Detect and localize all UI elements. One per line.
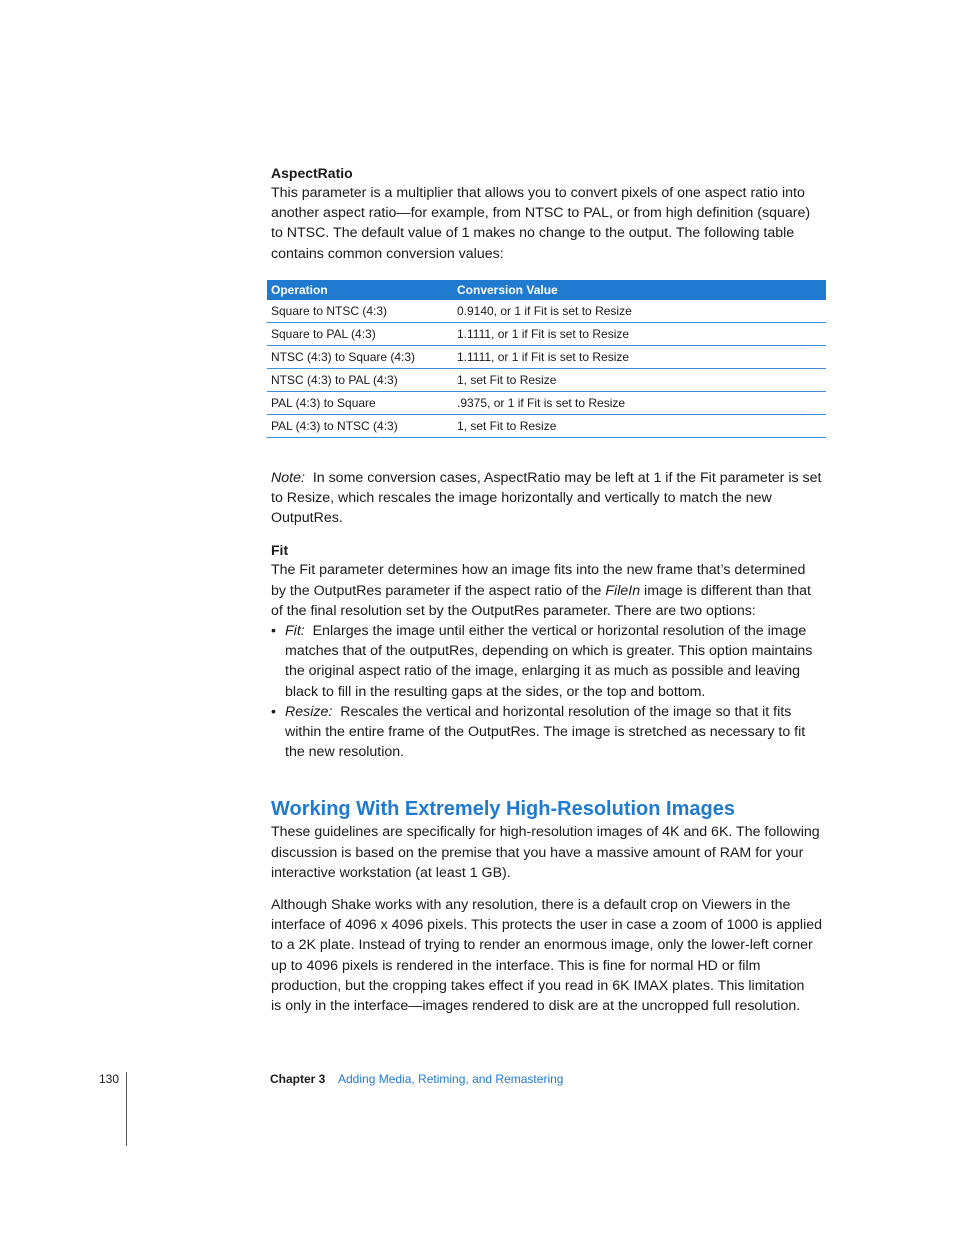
text-line: This parameter is a multiplier that allows you to convert pixels of one aspect ratio into [271,185,805,201]
table-cell: .9375, or 1 if Fit is set to Resize [453,391,826,414]
text-line: by the OutputRes parameter if the aspect ratio of the [271,582,606,599]
footer-divider [126,1072,127,1146]
table-row [267,414,826,437]
filein-term: FileIn [605,582,641,599]
text-line: The Fit parameter determines how an image fits into the new frame that’s determined [271,562,806,579]
text-line: matches that of the outputRes, depending on which is greater. This option maintains [285,643,813,660]
text-line: up to 4096 pixels is rendered in the interface. This is fine for normal HD or film [271,957,761,974]
table-cell: 1.1111, or 1 if Fit is set to Resize [453,345,826,368]
text-line: to NTSC. The default value of 1 makes no change to the output. The following table [271,225,795,242]
bullet: • [271,623,276,640]
footer-chapter-title: Adding Media, Retiming, and Remastering [338,1072,564,1086]
text-line: Enlarges the image until either the vertical or horizontal resolution of the image [312,623,807,640]
table-row [267,322,826,345]
option-term: Resize: [285,703,333,720]
table-header-row [267,280,826,300]
list-item [271,702,827,763]
text-line: is only in the interface—images rendered to disk are at the uncropped full resolution. [271,998,801,1015]
text-line: discussion is based on the premise that you have a massive amount of RAM for your [271,844,804,861]
text-line: interactive workstation (at least 1 GB). [271,864,511,881]
table-cell: 0.9140, or 1 if Fit is set to Resize [453,300,826,323]
high-res-paragraph-1 [271,822,827,883]
text-line: Rescales the vertical and horizontal resolution of the image so that it fits [340,703,792,720]
table-cell: 1, set Fit to Resize [453,368,826,391]
text-line: the original aspect ratio of the image, enlarging it as much as possible and leaving [285,663,800,680]
text-line: to Resize, which rescales the image horizontally and vertically to match the new [271,490,772,507]
text-line: of the final resolution set by the OutputRes parameter. There are two options: [271,602,756,619]
text-line: interface of 4096 x 4096 pixels. This protects the user in case a zoom of 1000 is applied [271,917,823,934]
column-header-operation: Operation [267,280,453,300]
fit-heading: Fit [271,542,289,559]
text-line: production, but the cropping takes effect if you read in 6K IMAX plates. This limitation [271,977,805,994]
section-title: Working With Extremely High-Resolution Images [271,798,735,821]
table-row [267,368,826,391]
note-label: Note: [271,469,305,486]
fit-options-list [271,621,827,762]
aspect-ratio-heading: AspectRatio [271,165,353,181]
text-line: the new resolution. [285,744,405,761]
bullet: • [271,703,276,720]
table-cell: Square to NTSC (4:3) [267,300,453,323]
table-cell: PAL (4:3) to NTSC (4:3) [267,414,453,437]
text-line: image is different than that [640,582,811,599]
high-res-paragraph-2 [271,895,827,1016]
table-cell: NTSC (4:3) to PAL (4:3) [267,368,453,391]
page-content [271,163,827,1016]
column-header-conversion-value: Conversion Value [453,280,826,300]
page-number: 130 [99,1072,120,1086]
table-row [267,300,826,323]
text-line: contains common conversion values: [271,245,504,262]
text-line: black to fill in the resulting gaps at the sides, or the top and bottom. [285,683,706,700]
table-cell: 1.1111, or 1 if Fit is set to Resize [453,322,826,345]
text-line: In some conversion cases, AspectRatio may be left at 1 if the Fit parameter is set [312,469,822,486]
table-cell: PAL (4:3) to Square [267,391,453,414]
footer-chapter-label: Chapter 3 [270,1072,326,1086]
text-line: to a 2K plate. Instead of trying to render an enormous image, only the lower-left corner [271,937,813,954]
table-row [267,345,826,368]
text-line: These guidelines are specifically for high-resolution images of 4K and 6K. The following [271,824,820,841]
table-cell: 1, set Fit to Resize [453,414,826,437]
aspect-ratio-note [271,468,827,529]
aspect-ratio-intro [271,183,827,264]
text-line: OutputRes. [271,510,343,527]
fit-intro [271,560,827,621]
table-cell: NTSC (4:3) to Square (4:3) [267,345,453,368]
text-line: within the entire frame of the OutputRes. The image is stretched as necessary to fit [285,724,806,741]
text-line: Although Shake works with any resolution, there is a default crop on Viewers in the [271,897,791,914]
table-row [267,391,826,414]
list-item [271,621,827,702]
text-line: another aspect ratio—for example, from NTSC to PAL, or from high definition (square) [271,205,811,222]
conversion-table-wrapper [271,280,827,468]
table-cell: Square to PAL (4:3) [267,322,453,345]
conversion-table [267,280,826,438]
option-term: Fit: [285,623,305,640]
